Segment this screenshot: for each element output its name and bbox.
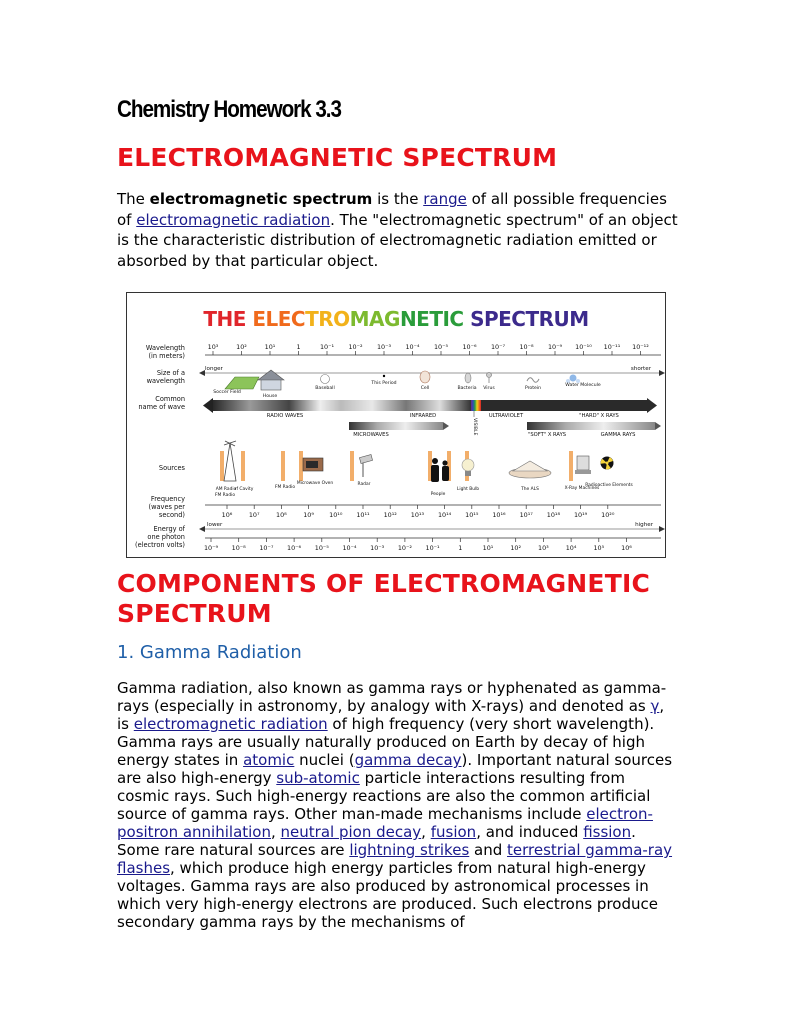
wavelength-tick-label: 10⁻⁵ xyxy=(433,343,449,351)
row-label-energy: Energy of xyxy=(153,525,185,533)
inline-link[interactable]: range xyxy=(423,190,467,208)
xray-machine-icon xyxy=(577,456,589,470)
row-label-frequency: second) xyxy=(158,511,185,519)
soft-xray-arrow xyxy=(655,422,661,430)
energy-tick-label: 10² xyxy=(510,544,522,552)
size-item-label: Soccer Field xyxy=(213,390,241,395)
source-marker-bar xyxy=(350,451,354,481)
energy-tick-label: 10⁶ xyxy=(621,544,632,552)
text-run: ). Important natural sources are also high-energy xyxy=(117,751,673,787)
size-item-label: Water Molecule xyxy=(565,383,601,388)
inline-link[interactable]: atomic xyxy=(243,751,295,769)
text-run: , xyxy=(271,823,281,841)
size-item-label: This Period xyxy=(371,381,397,386)
figure-title-part: TRO xyxy=(305,307,350,331)
radioactive-center xyxy=(606,462,609,465)
soccer-field-icon xyxy=(225,377,259,389)
wavelength-tick-label: 10⁻⁴ xyxy=(405,343,420,351)
energy-tick-label: 10⁻⁴ xyxy=(342,544,357,552)
energy-tick-label: 10⁴ xyxy=(565,544,577,552)
figure-title xyxy=(203,307,588,331)
radar-icon xyxy=(359,455,372,464)
virus-icon xyxy=(487,373,492,378)
house-icon xyxy=(261,379,281,390)
inline-link[interactable]: fission xyxy=(583,823,632,841)
size-item-label: House xyxy=(262,394,278,399)
energy-tick-label: 10⁻⁶ xyxy=(287,544,302,552)
frequency-tick-label: 10¹⁶ xyxy=(492,511,506,519)
wavelength-tick-label: 1 xyxy=(296,343,301,351)
figure-title-part: NETIC xyxy=(399,307,471,331)
figure-title-part: SPECTRUM xyxy=(470,307,589,331)
text-run: and xyxy=(469,841,508,859)
source-label: FM Radio xyxy=(274,485,296,490)
source-marker-bar xyxy=(281,451,285,481)
section-heading: COMPONENTS OF ELECTROMAGNETIC SPECTRUM xyxy=(117,569,651,628)
microwave-band xyxy=(349,422,443,430)
bulb-base-icon xyxy=(465,471,471,476)
inline-link[interactable]: electromagnetic radiation xyxy=(133,715,328,733)
visible-band xyxy=(471,400,481,411)
inline-link[interactable]: electromagnetic radiation xyxy=(136,210,331,229)
page-heading: ELECTROMAGNETIC SPECTRUM xyxy=(117,143,558,172)
size-item-label: Baseball xyxy=(315,386,335,391)
size-arrow-right xyxy=(659,370,665,376)
energy-tick-label: 10⁻² xyxy=(397,544,412,552)
text-run: is the xyxy=(372,190,424,208)
xray-table-icon xyxy=(575,470,591,474)
inline-link[interactable]: fusion xyxy=(430,823,477,841)
radio-waves-label: RADIO WAVES xyxy=(266,413,304,419)
wavelength-tick-label: 10⁻⁶ xyxy=(462,343,477,351)
text-run: The xyxy=(117,190,150,208)
row-label-sources: Sources xyxy=(158,464,185,472)
frequency-tick-label: 10¹⁹ xyxy=(573,511,588,519)
period-icon xyxy=(383,375,385,377)
size-item-label: Bacteria xyxy=(457,386,477,391)
text-run: , which produce high energy particles from natural high-energy voltages. Gamma rays are also produced by astronomical processes in which very high-energy electrons are produced. Such electrons produce secondary gamma rays by the mechanisms of xyxy=(117,859,658,931)
person-body-icon xyxy=(442,466,449,481)
size-end-longer: longer xyxy=(205,366,223,372)
radio-tower-icon xyxy=(224,443,236,481)
figure-title-part: THE xyxy=(203,307,253,331)
als-dome-icon xyxy=(513,461,547,471)
row-label-wavelength: (in meters) xyxy=(148,352,185,360)
row-label-wavelength: Wavelength xyxy=(145,344,185,352)
bold-term: electromagnetic spectrum xyxy=(149,190,373,208)
gamma-rays-label: GAMMA RAYS xyxy=(600,432,636,438)
text-run: . Some rare natural sources are xyxy=(117,823,636,859)
water-molecule-icon xyxy=(570,375,577,382)
band-arrow-left xyxy=(203,398,213,413)
source-label: The ALS xyxy=(521,487,539,492)
cell-icon xyxy=(420,371,430,383)
frequency-tick-label: 10¹⁸ xyxy=(546,511,561,519)
wavelength-tick-label: 10⁻⁸ xyxy=(519,343,534,351)
row-label-energy: (electron volts) xyxy=(135,541,185,549)
energy-tick-label: 10⁻⁹ xyxy=(203,544,219,552)
frequency-tick-label: 10¹⁷ xyxy=(519,511,533,519)
size-item-label: Cell xyxy=(420,386,430,391)
inline-link[interactable]: electron-positron annihilation xyxy=(117,805,653,841)
subsection-heading: 1. Gamma Radiation xyxy=(117,642,302,663)
soft-xray-band xyxy=(527,422,655,430)
row-label-frequency: (waves per xyxy=(148,503,185,511)
wavelength-tick-label: 10⁻³ xyxy=(376,343,392,351)
radioactive-icon xyxy=(599,457,614,472)
source-label: X-Ray Machines xyxy=(564,486,600,491)
text-run: Gamma radiation, also known as gamma rays or hyphenated as gamma-rays (especially in astronomy, by analogy with X-rays) and denoted as xyxy=(117,679,667,715)
wavelength-tick-label: 10³ xyxy=(207,343,219,351)
text-run: of high frequency (very short wavelength). Gamma rays are usually naturally produced on Earth by decay of high energy states in xyxy=(117,715,655,769)
frequency-tick-label: 10¹² xyxy=(383,511,397,519)
frequency-tick-label: 10¹⁴ xyxy=(437,511,452,519)
em-spectrum-diagram xyxy=(127,293,665,557)
gamma-paragraph xyxy=(117,679,679,931)
energy-tick-label: 10⁻⁸ xyxy=(231,544,246,552)
energy-end-lower: lower xyxy=(207,522,223,528)
inline-link[interactable]: lightning strikes xyxy=(349,841,470,859)
house-roof-icon xyxy=(258,370,284,380)
source-label: Microwave Oven xyxy=(296,481,334,486)
energy-arrow-left xyxy=(199,526,205,532)
infrared-label: INFRARED xyxy=(409,413,437,419)
source-label: Light Bulb xyxy=(456,487,480,492)
frequency-tick-label: 10¹¹ xyxy=(356,511,370,519)
text-run: of all possible frequencies of xyxy=(117,190,667,229)
hard-xray-label: "HARD" X RAYS xyxy=(579,413,619,419)
energy-tick-label: 10¹ xyxy=(482,544,494,552)
homework-title: Chemistry Homework 3.3 xyxy=(117,96,341,123)
frequency-tick-label: 10¹⁰ xyxy=(329,511,343,519)
inline-link[interactable]: gamma decay xyxy=(354,751,462,769)
text-run: . The "electromagnetic spectrum" of an object is the characteristic distribution of electromagnetic radiation emitted or absorbed by that particular object. xyxy=(117,210,678,271)
frequency-tick-label: 10¹⁵ xyxy=(465,511,479,519)
source-marker-bar xyxy=(569,451,573,481)
energy-tick-label: 10³ xyxy=(538,544,549,552)
wavelength-tick-label: 10² xyxy=(236,343,247,351)
text-run: , xyxy=(421,823,431,841)
wavelength-tick-label: 10¹ xyxy=(264,343,276,351)
microwave-window-icon xyxy=(306,461,318,468)
energy-tick-label: 10⁻¹ xyxy=(425,544,440,552)
source-label: FM Radio xyxy=(214,493,236,498)
microwave-arrow xyxy=(443,422,449,430)
inline-link[interactable]: terrestrial gamma-ray flashes xyxy=(117,841,673,877)
frequency-tick-label: 10⁸ xyxy=(276,511,287,519)
source-label: People xyxy=(430,492,446,497)
text-run: particle interactions resulting from cosmic rays. Such high-energy reactions are also the common artificial source of gamma rays. Other man-made mechanisms include xyxy=(117,769,651,823)
source-marker-bar xyxy=(241,451,245,481)
row-label-frequency: Frequency xyxy=(150,495,185,503)
wavelength-tick-label: 10⁻² xyxy=(348,343,363,351)
visible-label: VISIBLE xyxy=(472,418,477,436)
light-bulb-icon xyxy=(462,459,474,471)
energy-tick-label: 10⁻⁷ xyxy=(259,544,274,552)
inline-link[interactable]: sub-atomic xyxy=(276,769,360,787)
row-label-size: wavelength xyxy=(146,377,185,385)
wavelength-tick-label: 10⁻¹ xyxy=(319,343,335,351)
ultraviolet-label: ULTRAVIOLET xyxy=(488,413,524,419)
frequency-tick-label: 10⁷ xyxy=(248,511,260,519)
soft-xray-label: "SOFT" X RAYS xyxy=(527,432,567,438)
text-run: , is xyxy=(117,697,665,733)
frequency-tick-label: 10⁹ xyxy=(303,511,314,519)
energy-tick-label: 1 xyxy=(458,544,463,552)
wavelength-tick-label: 10⁻⁷ xyxy=(490,343,506,351)
inline-link[interactable]: γ xyxy=(650,697,660,715)
bacteria-icon xyxy=(465,373,471,383)
frequency-tick-label: 10⁶ xyxy=(221,511,233,519)
source-label: Radar xyxy=(357,482,371,487)
source-label: AM Radio xyxy=(215,487,237,492)
frequency-tick-label: 10²⁰ xyxy=(601,511,615,519)
radio-ir-band xyxy=(211,400,471,411)
wavelength-tick-label: 10⁻¹² xyxy=(632,343,649,351)
intro-paragraph xyxy=(117,189,679,272)
text-run: , and induced xyxy=(476,823,584,841)
frequency-tick-label: 10¹³ xyxy=(410,511,425,519)
microwaves-label: MICROWAVES xyxy=(353,432,389,438)
person-icon xyxy=(432,458,438,464)
energy-arrow-right xyxy=(659,526,665,532)
baseball-icon xyxy=(321,375,330,384)
row-label-common: Common xyxy=(155,395,185,403)
source-label: Radioactive Elements xyxy=(585,483,633,488)
em-spectrum-figure xyxy=(126,292,666,558)
size-item-label: Virus xyxy=(483,386,495,391)
row-label-energy: one photon xyxy=(147,533,185,541)
energy-tick-label: 10⁵ xyxy=(593,544,605,552)
wavelength-tick-label: 10⁻¹⁰ xyxy=(575,343,592,351)
inline-link[interactable]: neutral pion decay xyxy=(280,823,422,841)
energy-end-higher: higher xyxy=(635,522,653,528)
source-marker-bar xyxy=(299,451,303,481)
uv-xray-band xyxy=(481,400,647,411)
size-end-shorter: shorter xyxy=(630,366,651,372)
figure-title-part: ELEC xyxy=(252,307,306,331)
text-run: nuclei ( xyxy=(294,751,355,769)
person-body-icon xyxy=(431,465,439,482)
protein-icon xyxy=(527,378,539,383)
band-arrow-right xyxy=(647,398,657,413)
wavelength-tick-label: 10⁻⁹ xyxy=(547,343,563,351)
figure-title-part: MAG xyxy=(349,307,400,331)
source-label: rf Cavity xyxy=(234,487,254,492)
person-icon xyxy=(442,460,447,465)
wavelength-tick-label: 10⁻¹¹ xyxy=(603,343,621,351)
energy-tick-label: 10⁻³ xyxy=(370,544,385,552)
source-marker-bar xyxy=(220,451,224,481)
energy-tick-label: 10⁻⁵ xyxy=(314,544,329,552)
size-item-label: Protein xyxy=(524,386,542,391)
row-label-size: Size of a xyxy=(156,369,185,377)
row-label-common: name of wave xyxy=(138,403,185,411)
